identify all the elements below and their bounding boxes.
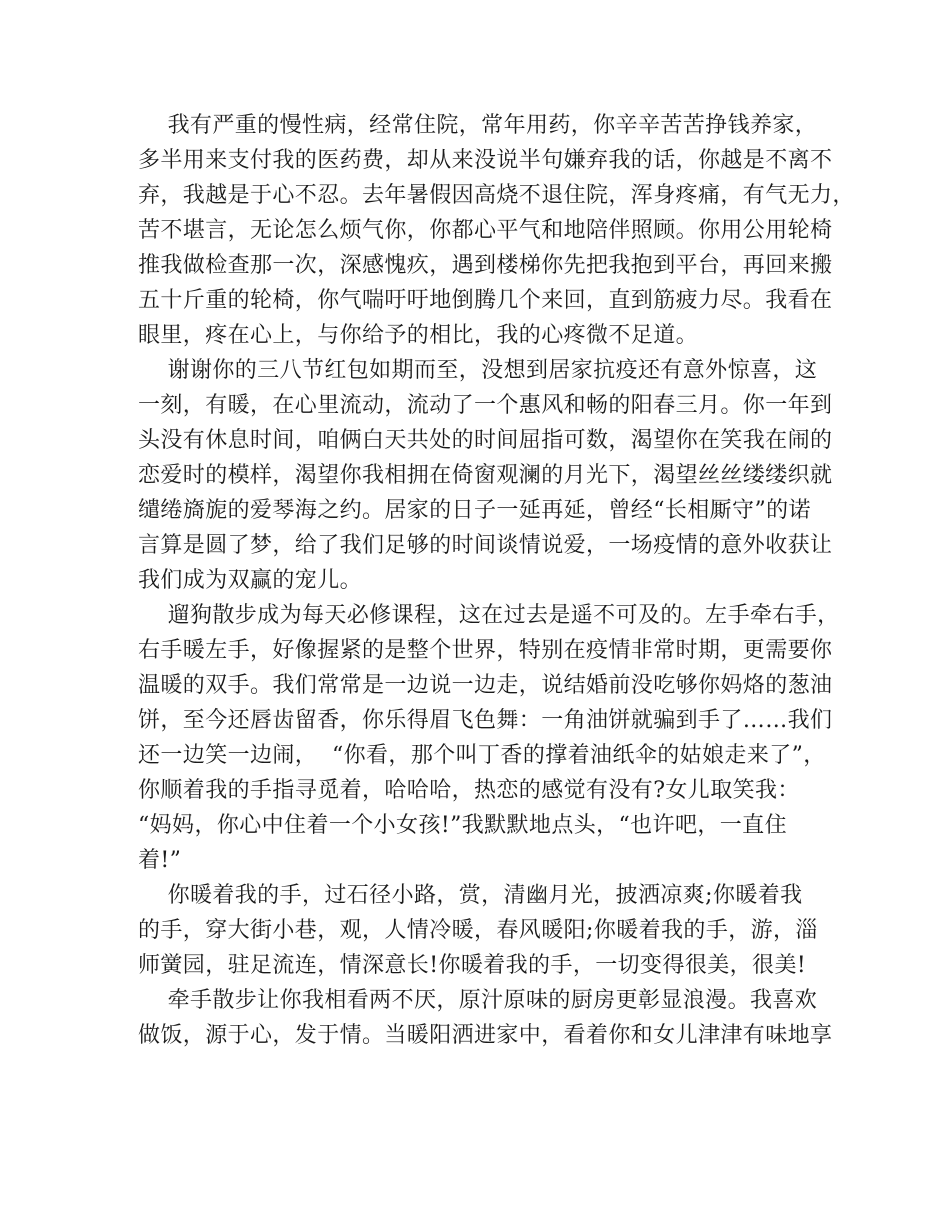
text-line: 你暖着我的手，过石径小路，赏，清幽月光，披洒凉爽;你暖着我	[138, 883, 803, 908]
text-line: 你顺着我的手指寻觅着，哈哈哈，热恋的感觉有没有?女儿取笑我：	[138, 778, 800, 803]
text-line: 师黉园，驻足流连，情深意长!你暖着我的手，一切变得很美，很美!	[138, 953, 807, 978]
text-line: 右手暖左手，好像握紧的是整个世界，特别在疫情非常时期，更需要你	[138, 638, 833, 663]
text-line: 还一边笑一边闹， “你看，那个叫丁香的撑着油纸伞的姑娘走来了”，	[138, 743, 826, 768]
text-line: 眼里，疼在心上，与你给予的相比，我的心疼微不足道。	[138, 323, 699, 348]
text-line: 恋爱时的模样，渴望你我相拥在倚窗观澜的月光下，渴望丝丝缕缕织就	[138, 463, 833, 488]
text-line: 缱绻旖旎的爱琴海之约。居家的日子一延再延，曾经“长相厮守”的诺	[138, 498, 811, 523]
text-line: 谢谢你的三八节红包如期而至，没想到居家抗疫还有意外惊喜，这	[138, 358, 818, 383]
text-line: 一刻，有暖，在心里流动，流动了一个惠风和畅的阳春三月。你一年到	[138, 393, 833, 418]
text-line: “妈妈，你心中住着一个小女孩!”我默默地点头，“也许吧，一直住	[138, 813, 787, 838]
text-line: 我有严重的慢性病，经常住院，常年用药，你辛辛苦苦挣钱养家，	[138, 113, 818, 138]
text-line: 弃，我越是于心不忍。去年暑假因高烧不退住院，浑身疼痛，有气无力，	[138, 183, 855, 208]
document-body	[138, 108, 855, 1053]
text-line: 我们成为双赢的宠儿。	[138, 568, 363, 593]
text-line: 五十斤重的轮椅，你气喘吁吁地倒腾几个来回，直到筋疲力尽。我看在	[138, 288, 833, 313]
text-line: 牵手散步让你我相看两不厌，原汁原味的厨房更彰显浪漫。我喜欢	[138, 988, 818, 1013]
text-line: 多半用来支付我的医药费，却从来没说半句嫌弃我的话，你越是不离不	[138, 148, 833, 173]
text-line: 遛狗散步成为每天必修课程，这在过去是遥不可及的。左手牵右手，	[138, 603, 840, 628]
text-line: 苦不堪言，无论怎么烦气你，你都心平气和地陪伴照顾。你用公用轮椅	[138, 218, 833, 243]
text-line: 言算是圆了梦，给了我们足够的时间谈情说爱，一场疫情的意外收获让	[138, 533, 833, 558]
text-line: 着!”	[138, 848, 182, 873]
text-line: 做饭，源于心，发于情。当暖阳洒进家中，看着你和女儿津津有味地享	[138, 1023, 833, 1048]
text-line: 头没有休息时间，咱俩白天共处的时间屈指可数，渴望你在笑我在闹的	[138, 428, 833, 453]
text-line: 的手，穿大街小巷，观，人情冷暖，春风暖阳;你暖着我的手，游，淄	[138, 918, 818, 943]
text-line: 温暖的双手。我们常常是一边说一边走，说结婚前没吃够你妈烙的葱油	[138, 673, 833, 698]
text-line: 饼，至今还唇齿留香，你乐得眉飞色舞：一角油饼就骗到手了……我们	[138, 708, 833, 733]
text-line: 推我做检查那一次，深感愧疚，遇到楼梯你先把我抱到平台，再回来搬	[138, 253, 833, 278]
